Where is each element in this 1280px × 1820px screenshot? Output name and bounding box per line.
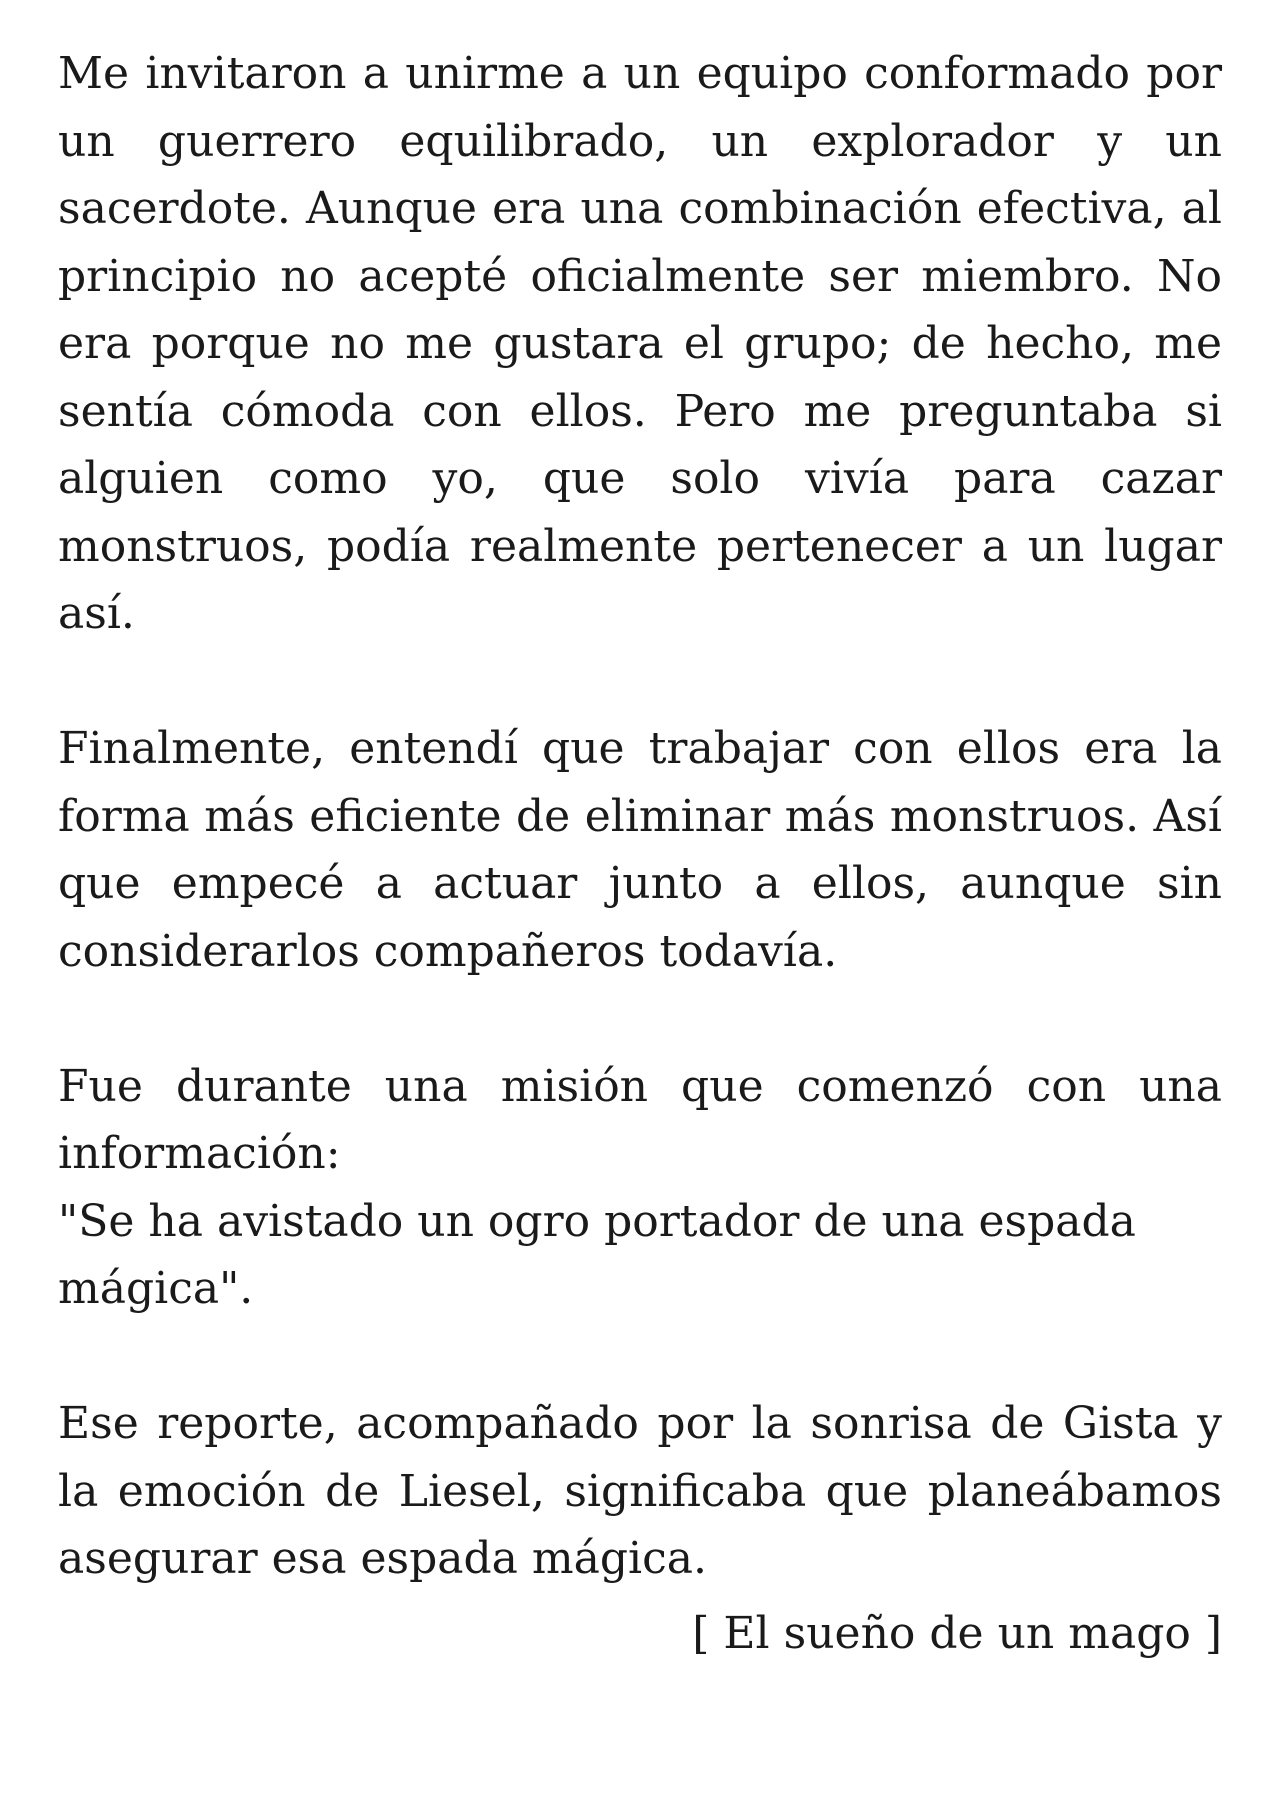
document-body: [58, 40, 1222, 1593]
paragraph-3-block: [58, 1053, 1222, 1323]
paragraph-3: Fue durante una misión que comenzó con una información:: [58, 1060, 1222, 1179]
paragraph-1: Me invitaron a unirme a un equipo conformado por un guerrero equilibrado, un explorador y un sacerdote. Aunque era una combinación efectiva, al principio no acepté oficialmente ser miembro. No era porque no me gustara el grupo; de hecho, me sentía cómoda con ellos. Pero me preguntaba si alguien como yo, que solo vivía para cazar monstruos, podía realmente pertenecer a un lugar así.: [58, 48, 1222, 639]
quoted-report: "Se ha avistado un ogro portador de una espada mágica".: [58, 1195, 1136, 1314]
paragraph-4: Ese reporte, acompañado por la sonrisa de Gista y la emoción de Liesel, significaba que planeábamos asegurar esa espada mágica.: [58, 1398, 1222, 1584]
signature-title: [ El sueño de un mago ]: [692, 1608, 1222, 1659]
paragraph-2: Finalmente, entendí que trabajar con ellos era la forma más eficiente de eliminar más monstruos. Así que empecé a actuar junto a ellos, aunque sin considerarlos compañeros todavía.: [58, 723, 1222, 977]
